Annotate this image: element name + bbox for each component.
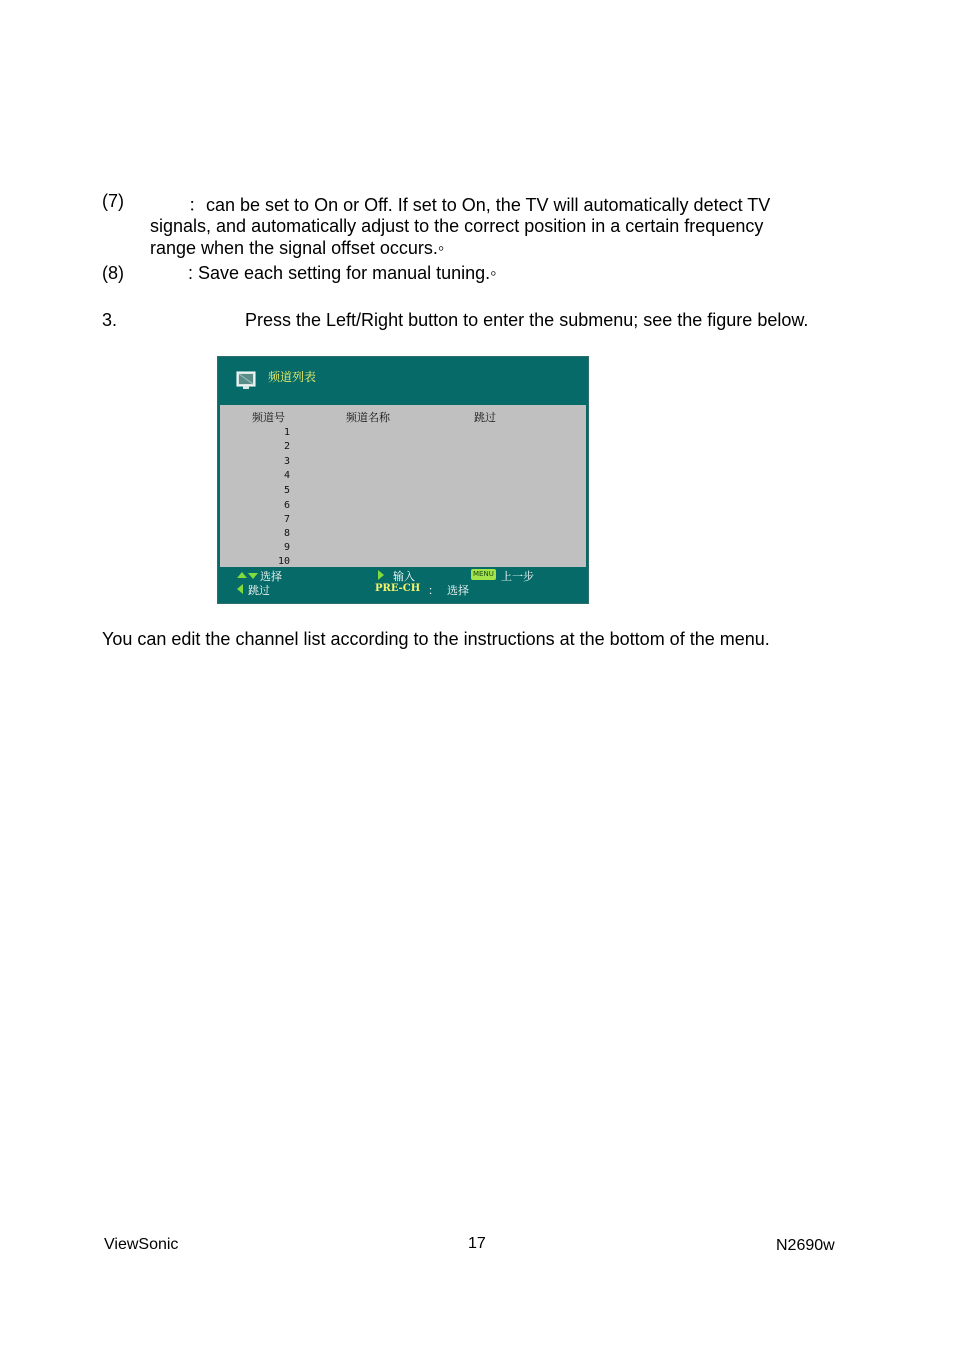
item-8-text: : Save each setting for manual tuning.◦ — [188, 263, 497, 283]
item-7-text-line-2: signals, and automatically adjust to the correct position in a certain frequency — [150, 216, 764, 236]
footer-skip-label: 跳过 — [248, 584, 270, 597]
footer-select-label: 选择 — [260, 570, 282, 583]
channel-number: 10 — [277, 556, 290, 567]
channel-number: 9 — [283, 542, 290, 553]
column-header-channel-number: 频道号 — [252, 411, 285, 424]
osd-right-edge — [586, 405, 588, 568]
step-3-number: 3. — [102, 310, 118, 330]
osd-header-bar — [218, 357, 588, 405]
left-arrow-icon — [237, 584, 243, 594]
column-header-skip: 跳过 — [474, 411, 496, 424]
channel-number: 6 — [283, 500, 290, 511]
down-arrow-icon — [248, 573, 258, 579]
footer-model: N2690w — [776, 1237, 835, 1254]
channel-list-osd-figure — [217, 356, 589, 604]
column-header-channel-name: 频道名称 — [346, 411, 390, 424]
up-arrow-icon — [237, 572, 247, 578]
osd-footer-bar — [218, 567, 588, 603]
footer-enter-label: 输入 — [393, 570, 415, 583]
footer-colon: ： — [428, 584, 439, 597]
step-3-text: Press the Left/Right button to enter the submenu; see the figure below. — [245, 310, 809, 330]
item-7-number: (7) — [102, 191, 124, 211]
item-7-text-line-1: ：can be set to On or Off. If set to On, the TV will automatically detect TV — [188, 195, 771, 215]
item-8-number: (8) — [102, 263, 124, 283]
channel-number: 7 — [283, 514, 290, 525]
footer-brand: ViewSonic — [104, 1236, 179, 1253]
channel-number: 4 — [283, 470, 290, 481]
footer-page-number: 17 — [468, 1235, 486, 1252]
footer-prech-select-label: 选择 — [447, 584, 469, 597]
osd-title: 频道列表 — [268, 370, 317, 384]
menu-button-badge: MENU — [473, 570, 494, 578]
channel-number: 1 — [283, 427, 290, 438]
footer-prech-label: PRE-CH — [375, 583, 421, 594]
osd-left-edge — [218, 405, 220, 568]
item-7-text-line-3: range when the signal offset occurs.◦ — [150, 238, 445, 258]
channel-number: 3 — [283, 456, 290, 467]
right-arrow-icon — [378, 570, 384, 580]
tv-icon — [236, 370, 258, 390]
channel-number: 8 — [283, 528, 290, 539]
footer-back-label: 上一步 — [501, 570, 534, 583]
closing-paragraph: You can edit the channel list according to the instructions at the bottom of the menu. — [102, 629, 770, 649]
channel-number: 2 — [283, 441, 290, 452]
channel-number: 5 — [283, 485, 290, 496]
